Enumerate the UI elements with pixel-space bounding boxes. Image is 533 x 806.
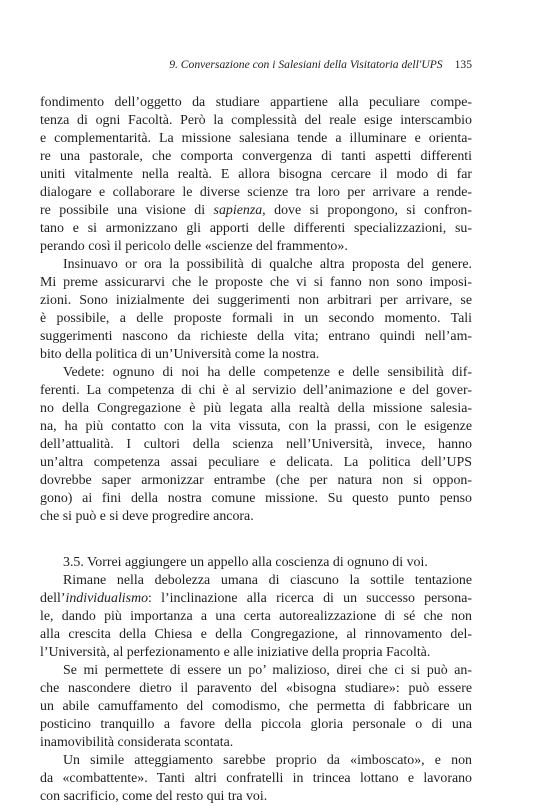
text-line (40, 202, 472, 220)
text-line (40, 256, 472, 274)
text-line (40, 166, 472, 184)
text-fragment: 3.5. Vorrei aggiungere un appello alla coscienza di ognuno di voi. (63, 555, 428, 570)
text-fragment: da «combattente». Tanti altri confratelli in trincea lottano e lavorano (40, 771, 472, 786)
text-line (40, 572, 472, 590)
page-number: 135 (454, 58, 472, 71)
text-fragment: dovrebbe saper armonizzar entrambe (che per natura non si oppon- (40, 473, 472, 488)
text-fragment: bito della politica di un’Università come la nostra. (40, 347, 320, 362)
text-fragment: re una pastorale, che comporta convergenza di tanti aspetti differenti (40, 149, 472, 164)
section-gap (40, 526, 472, 554)
text-fragment: uniti vitalmente nella realtà. E allora bisogna cercare il modo di far (40, 167, 472, 182)
text-line (40, 662, 472, 680)
paragraph (40, 94, 472, 256)
text-fragment: alla crescita della Chiesa e della Congregazione, al rinnovamento del- (40, 627, 472, 642)
text-fragment: e complementarità. La missione salesiana tende a illuminare e orienta- (40, 131, 472, 146)
text-fragment: no della Congregazione è più legata alla realtà della missione salesia- (40, 401, 472, 416)
text-line (40, 220, 472, 238)
text-line (40, 112, 472, 130)
text-line (40, 346, 472, 364)
text-line (40, 364, 472, 382)
text-fragment: l’Università, al perfezionamento e alle iniziative della propria Facoltà. (40, 645, 431, 660)
text-fragment: Vedete: ognuno di noi ha delle competenze e delle sensibilità dif- (63, 365, 472, 380)
text-fragment: un’altra competenza assai peculiare e delicata. La politica dell’UPS (40, 455, 472, 470)
text-line (40, 608, 472, 626)
text-line (40, 490, 472, 508)
text-fragment: fondimento dell’oggetto da studiare appartiene alla peculiare compe- (40, 95, 472, 110)
paragraph (40, 752, 472, 806)
text-fragment: zioni. Sono inizialmente dei suggerimenti non arbitrari per arrivare, se (40, 293, 472, 308)
text-line (40, 680, 472, 698)
paragraph (40, 364, 472, 526)
text-line (40, 310, 472, 328)
text-fragment: suggerimenti nascono da richieste della vita; entrano quindi nell’am- (40, 329, 472, 344)
text-line (40, 400, 472, 418)
italic-text: sapienza (213, 203, 263, 218)
text-fragment: na, ha più contatto con la vita vissuta, con la prassi, con le esigenze (40, 419, 472, 434)
text-line (40, 508, 472, 526)
text-line (40, 274, 472, 292)
text-line (40, 148, 472, 166)
text-fragment: tano e si armonizzano gli apporti delle differenti specializzazioni, su- (40, 221, 472, 236)
paragraph (40, 572, 472, 662)
text-line (40, 626, 472, 644)
paragraph (40, 554, 472, 572)
paragraph (40, 662, 472, 752)
text-line (40, 716, 472, 734)
text-fragment: dell’ (40, 591, 66, 606)
text-line (40, 418, 472, 436)
paragraph (40, 256, 472, 364)
text-line (40, 94, 472, 112)
body-text (40, 94, 472, 806)
text-line (40, 644, 472, 662)
text-line (40, 130, 472, 148)
text-line (40, 698, 472, 716)
text-line (40, 554, 472, 572)
text-fragment: che nascondere dietro il paravento del «bisogna studiare»: può essere (40, 681, 472, 696)
text-fragment: Insinuavo or ora la possibilità di qualche altra proposta del genere. (63, 257, 472, 272)
text-fragment: Mi preme assicurarvi che le proposte che vi si fanno non sono imposi- (40, 275, 472, 290)
text-line (40, 770, 472, 788)
text-fragment: gono) ai fini della nostra comune missione. Su questo punto penso (40, 491, 472, 506)
text-fragment: le, dando più importanza a una certa autorealizzazione di sé che non (40, 609, 472, 624)
text-fragment: che si può e si deve progredire ancora. (40, 509, 254, 524)
running-header (40, 58, 472, 72)
text-line (40, 752, 472, 770)
text-line (40, 472, 472, 490)
text-line (40, 590, 472, 608)
text-fragment: con sacrificio, come del resto qui tra voi. (40, 789, 268, 804)
text-fragment: posticino tranquillo a favore della piccola gloria personale o di una (40, 717, 472, 732)
text-line (40, 238, 472, 256)
text-line (40, 382, 472, 400)
text-fragment: : l’inclinazione alla ricerca di un successo persona- (148, 591, 472, 606)
text-line (40, 184, 472, 202)
text-line (40, 734, 472, 752)
text-fragment: Un simile atteggiamento sarebbe proprio da «imboscato», e non (63, 753, 472, 768)
text-fragment: un abile camuffamento del comodismo, che permetta di fabbricare un (40, 699, 472, 714)
text-line (40, 292, 472, 310)
text-fragment: Se mi permettete di essere un po’ malizioso, direi che ci si può an- (63, 663, 472, 678)
text-line (40, 454, 472, 472)
text-fragment: ferenti. La competenza di chi è al servizio dell’animazione e del gover- (40, 383, 472, 398)
text-fragment: re possibile una visione di (40, 203, 214, 218)
text-line (40, 788, 472, 806)
text-fragment: inamovibilità considerata scontata. (40, 735, 234, 750)
italic-text: individualismo (65, 591, 149, 606)
text-fragment: Rimane nella debolezza umana di ciascuno la sottile tentazione (63, 573, 472, 588)
text-fragment: perando così il pericolo delle «scienze del frammento». (40, 239, 348, 254)
running-title: 9. Conversazione con i Salesiani della Visitatoria dell'UPS (169, 58, 443, 71)
text-line (40, 328, 472, 346)
text-fragment: dialogare e collaborare le diverse scienze tra loro per arrivare a rende- (40, 185, 472, 200)
text-fragment: dell’attualità. I cultori della scienza nell’Università, invece, hanno (40, 437, 472, 452)
text-line (40, 436, 472, 454)
text-fragment: tenza di ogni Facoltà. Però la complessità del reale esige interscambio (40, 113, 472, 128)
text-fragment: , dove si propongono, si confron- (262, 203, 472, 218)
text-fragment: è possibile, a delle proposte formali in un secondo momento. Tali (40, 311, 472, 326)
